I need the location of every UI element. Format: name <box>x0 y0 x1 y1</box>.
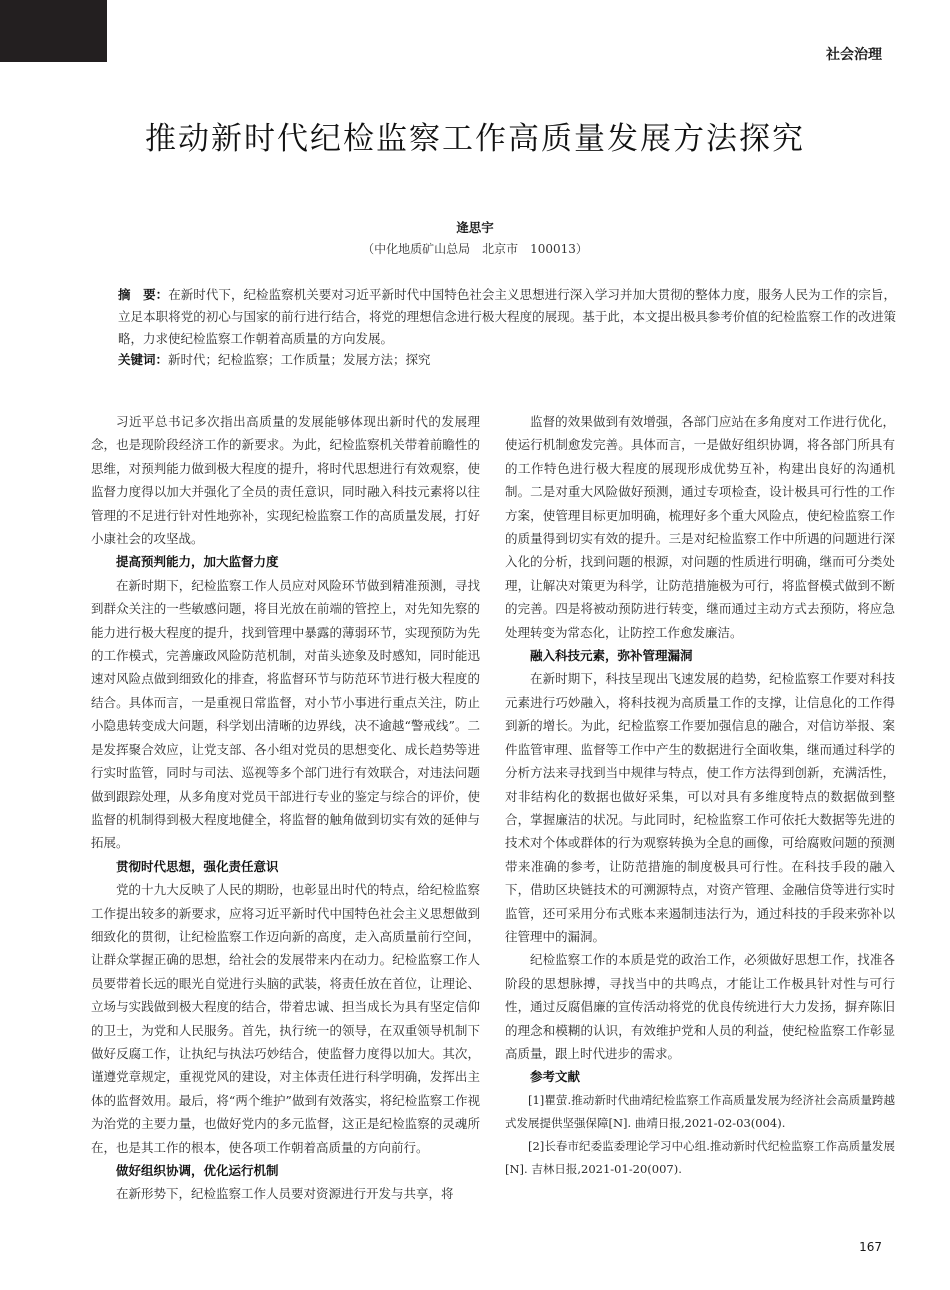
section-heading: 提高预判能力，加大监督力度 <box>116 554 279 570</box>
references-heading: 参考文献 <box>530 1069 581 1085</box>
body-paragraph: 在新形势下，纪检监察工作人员要对资源进行开发与共享，将 <box>116 1186 454 1202</box>
right-column <box>505 410 895 1181</box>
author-name: 逄思宇 <box>456 220 494 235</box>
body-paragraph: 在新时期下，科技呈现出飞速发展的趋势，纪检监察工作要对科技元素进行巧妙融入，将科技视为高质量工作的支撑，让信息化的工作得到新的增长。为此，纪检监察工作要加强信息的融合，对信访举报、案件监管审理、监督等工作中产生的数据进行全面收集，继而通过科学的分析方法来寻找到当中规律与特点，使工作方法得到创新，充满活性，对非结构化的数据也做好采集，可以对具有多维度特点的数据做到整合，掌握廉洁的状况。与此同时，纪检监察工作可依托大数据等先进的技术对个体或群体的行为观察转换为全息的画像，可给腐败问题的预测带来准确的参考，让防范措施的制度极具可行性。在科技手段的融入下，借助区块链技术的可溯源特点，对资产管理、金融信贷等进行实时监管，还可采用分布式账本来遏制违法行为，通过科技的手段来弥补以往管理中的漏洞。 <box>505 671 895 944</box>
section-heading: 贯彻时代思想，强化责任意识 <box>116 858 279 874</box>
article-title: 推动新时代纪检监察工作高质量发展方法探究 <box>145 121 805 157</box>
section-heading: 做好组织协调，优化运行机制 <box>116 1163 279 1178</box>
body-paragraph: 党的十九大反映了人民的期盼，也彰显出时代的特点，给纪检监察工作提出较多的新要求，应将习近平新时代中国特色社会主义思想做到细致化的贯彻，让纪检监察工作迈向新的高度，走入高质量前行空间，让群众掌握正确的思想，给社会的发展带来内在动力。纪检监察工作人员要带着长远的眼光自觉进行头脑的武装，将责任放在首位，让理论、立场与实践做到极大程度的结合，带着忠诚、担当成长为具有坚定信仰的卫士，为党和人民服务。首先，执行统一的领导，在双重领导机制下做好反腐工作，让执纪与执法巧妙结合，使监督力度得以加大。其次，谨遵党章规定，重视党风的建设，对主体责任进行科学明确，发挥出主体的监督效用。最后，将“两个维护”做到有效落实，将纪检监察工作视为治党的主要力量，也做好党内的多元监督，这正是纪检监察的灵魂所在，也是其工作的根本，使各项工作朝着高质量的方向前行。 <box>91 882 480 1155</box>
keywords-label: 关键词： <box>118 352 169 367</box>
keywords <box>118 349 896 371</box>
reference-item: [2]长春市纪委监委理论学习中心组.推动新时代纪检监察工作高质量发展[N]. 吉林日报,2021-01-20(007). <box>505 1138 895 1176</box>
abstract <box>118 284 896 350</box>
body-paragraph: 在新时期下，纪检监察工作人员应对风险环节做到精准预测，寻找到群众关注的一些敏感问题，将目光放在前端的管控上，对先知先察的能力进行极大程度的提升，找到管理中暴露的薄弱环节，实现预防为先的工作模式，完善廉政风险防范机制，对苗头迹象及时感知，同时能迅速对风险点做到细致化的排查，将监督环节与防范环节进行极大程度的结合。具体而言，一是重视日常监督，对小节小事进行重点关注，防止小隐患转变成大问题，科学划出清晰的边界线，决不逾越“警戒线”。二是发挥聚合效应，让党支部、各小组对党员的思想变化、成长趋势等进行实时监管，同时与司法、巡视等多个部门进行有效联合，对违法问题做到跟踪处理，从多角度对党员干部进行专业的鉴定与综合的评价，使监督的机制得到极大程度地健全，将监督的触角做到切实有效的延伸与拓展。 <box>91 577 480 851</box>
body-paragraph: 纪检监察工作的本质是党的政治工作，必须做好思想工作，找准各阶段的思想脉搏，寻找当中的共鸣点，才能让工作极具针对性与可行性，通过反腐倡廉的宣传活动将党的优良传统进行大力发扬，摒弃陈旧的理念和模糊的认识，有效维护党和人员的利益，使纪检监察工作彰显高质量，跟上时代进步的需求。 <box>505 952 895 1061</box>
keywords-text: 新时代；纪检监察；工作质量；发展方法；探究 <box>168 352 431 367</box>
abstract-text: 在新时代下，纪检监察机关要对习近平新时代中国特色社会主义思想进行深入学习并加大贯彻的整体力度，服务人民为工作的宗旨，立足本职将党的初心与国家的前行进行结合，将党的理想信念进行极大程度的展现。基于此，本文提出极具参考价值的纪检监察工作的改进策略，力求使纪检监察工作朝着高质量的方向发展。 <box>118 287 896 346</box>
section-heading: 融入科技元素，弥补管理漏洞 <box>530 648 693 664</box>
body-paragraph: 习近平总书记多次指出高质量的发展能够体现出新时代的发展理念，也是现阶段经济工作的新要求。为此，纪检监察机关带着前瞻性的思维，对预判能力做到极大程度的提升，将时代思想进行有效观察，使监督力度得以加大并强化了全员的责任意识，同时融入科技元素将以往管理的不足进行针对性地弥补，实现纪检监察工作的高质量发展，打好小康社会的攻坚战。 <box>91 414 480 547</box>
body-paragraph: 监督的效果做到有效增强，各部门应站在多角度对工作进行优化，使运行机制愈发完善。具体而言，一是做好组织协调，将各部门所具有的工作特色进行极大程度的展现形成优势互补，构建出良好的沟通机制。二是对重大风险做好预测，通过专项检查，设计极具可行性的工作方案，使管理目标更加明确，梳理好多个重大风险点，使纪检监察工作的质量得到切实有效的提升。三是对纪检监察工作中所遇的问题进行深入化的分析，找到问题的根源，对问题的性质进行明确，继而可分类处理，让解决对策更为科学，让防范措施极为可行，将监督模式做到不断的完善。四是将被动预防进行转变，继而通过主动方式去预防，将应急处理转变为常态化，让防控工作愈发廉洁。 <box>505 414 895 640</box>
page-number: 167 <box>859 1240 882 1254</box>
corner-color-block <box>0 0 107 62</box>
left-column <box>91 410 480 1206</box>
abstract-label: 摘 要： <box>118 287 169 302</box>
section-tag: 社会治理 <box>826 47 882 63</box>
author-affiliation: （中化地质矿山总局 北京市 100013） <box>362 242 588 256</box>
reference-item: [1]瞿萤.推动新时代曲靖纪检监察工作高质量发展为经济社会高质量跨越式发展提供坚强保障[N]. 曲靖日报,2021-02-03(004). <box>505 1092 895 1130</box>
